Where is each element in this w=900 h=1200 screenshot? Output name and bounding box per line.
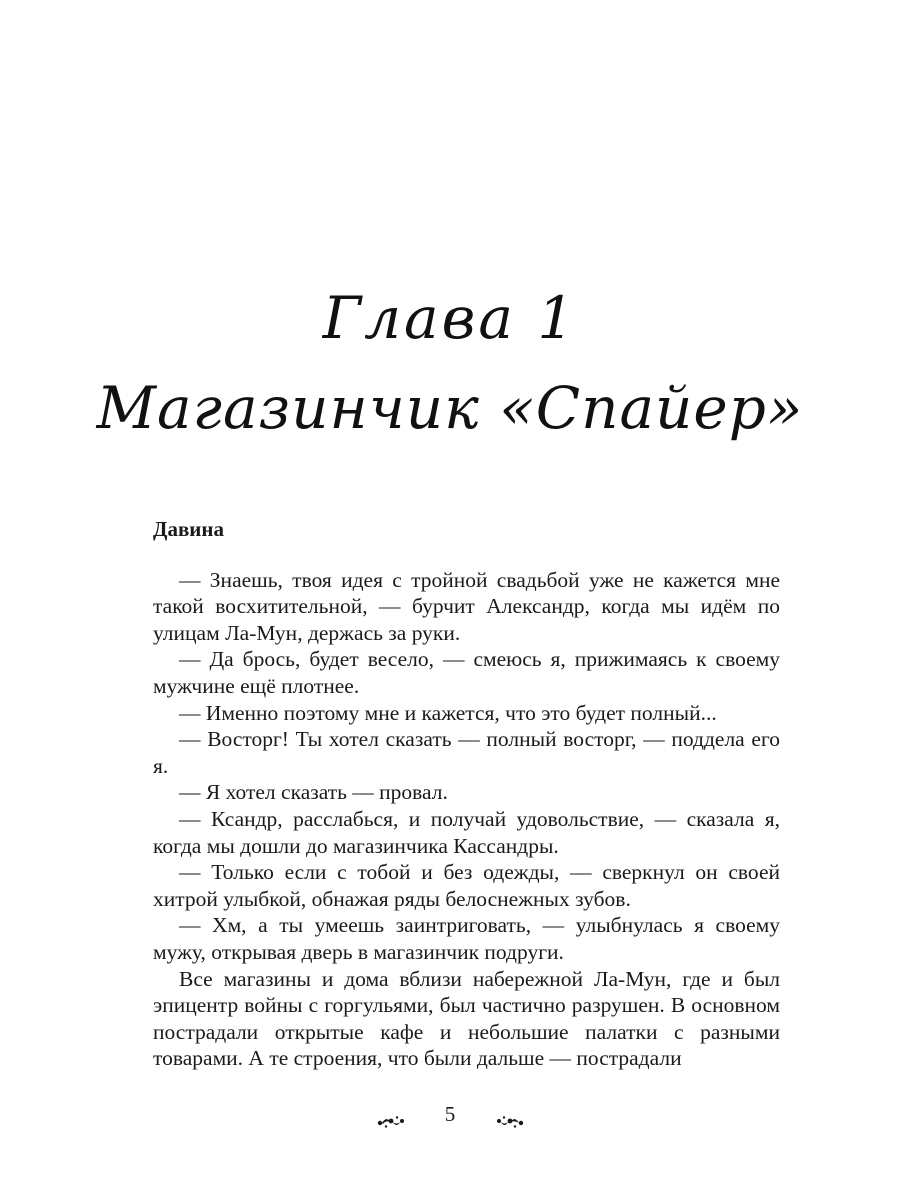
- chapter-body: [153, 516, 780, 1072]
- pov-character-name: Давина: [153, 517, 224, 541]
- paragraph-8: — Хм, а ты умеешь заинтриговать, — улыбнулась я своему мужу, открывая дверь в магазинчик подруги.: [153, 913, 780, 964]
- chapter-heading: [0, 273, 900, 453]
- floral-ornament-icon: [376, 1107, 406, 1121]
- paragraph-3: — Именно поэтому мне и кажется, что это будет полный...: [179, 700, 717, 725]
- paragraph-9: Все магазины и дома вблизи набережной Ла-Мун, где и был эпицентр войны с горгульями, был частично разрушен. В основном пострадали открытые кафе и небольшие палатки с разными товарами. А те строения, что были дальше — пострадали: [153, 966, 780, 1071]
- paragraph-4: — Восторг! Ты хотел сказать — полный восторг, — поддела его я.: [153, 727, 780, 778]
- paragraph-6: — Ксандр, расслабься, и получай удовольствие, — сказала я, когда мы дошли до магазинчика Кассандры.: [153, 806, 780, 858]
- page-number: 5: [444, 1102, 456, 1127]
- paragraph-5: — Я хотел сказать — провал.: [179, 780, 448, 805]
- paragraph-2: — Да брось, будет весело, — смеюсь я, прижимаясь к своему мужчине ещё плотнее.: [153, 647, 780, 698]
- floral-ornament-icon: [495, 1107, 525, 1121]
- paragraph-7: — Только если с тобой и без одежды, — сверкнул он своей хитрой улыбкой, обнажая ряды белоснежных зубов.: [153, 860, 780, 911]
- page-footer: [0, 1097, 900, 1129]
- chapter-number: Глава 1: [322, 284, 578, 353]
- chapter-title: Магазинчик «Спайер»: [96, 374, 804, 443]
- paragraph-1: — Знаешь, твоя идея с тройной свадьбой уже не кажется мне такой восхитительной, — бурчит Александр, когда мы идём по улицам Ла-Мун, держась за руки.: [153, 567, 780, 645]
